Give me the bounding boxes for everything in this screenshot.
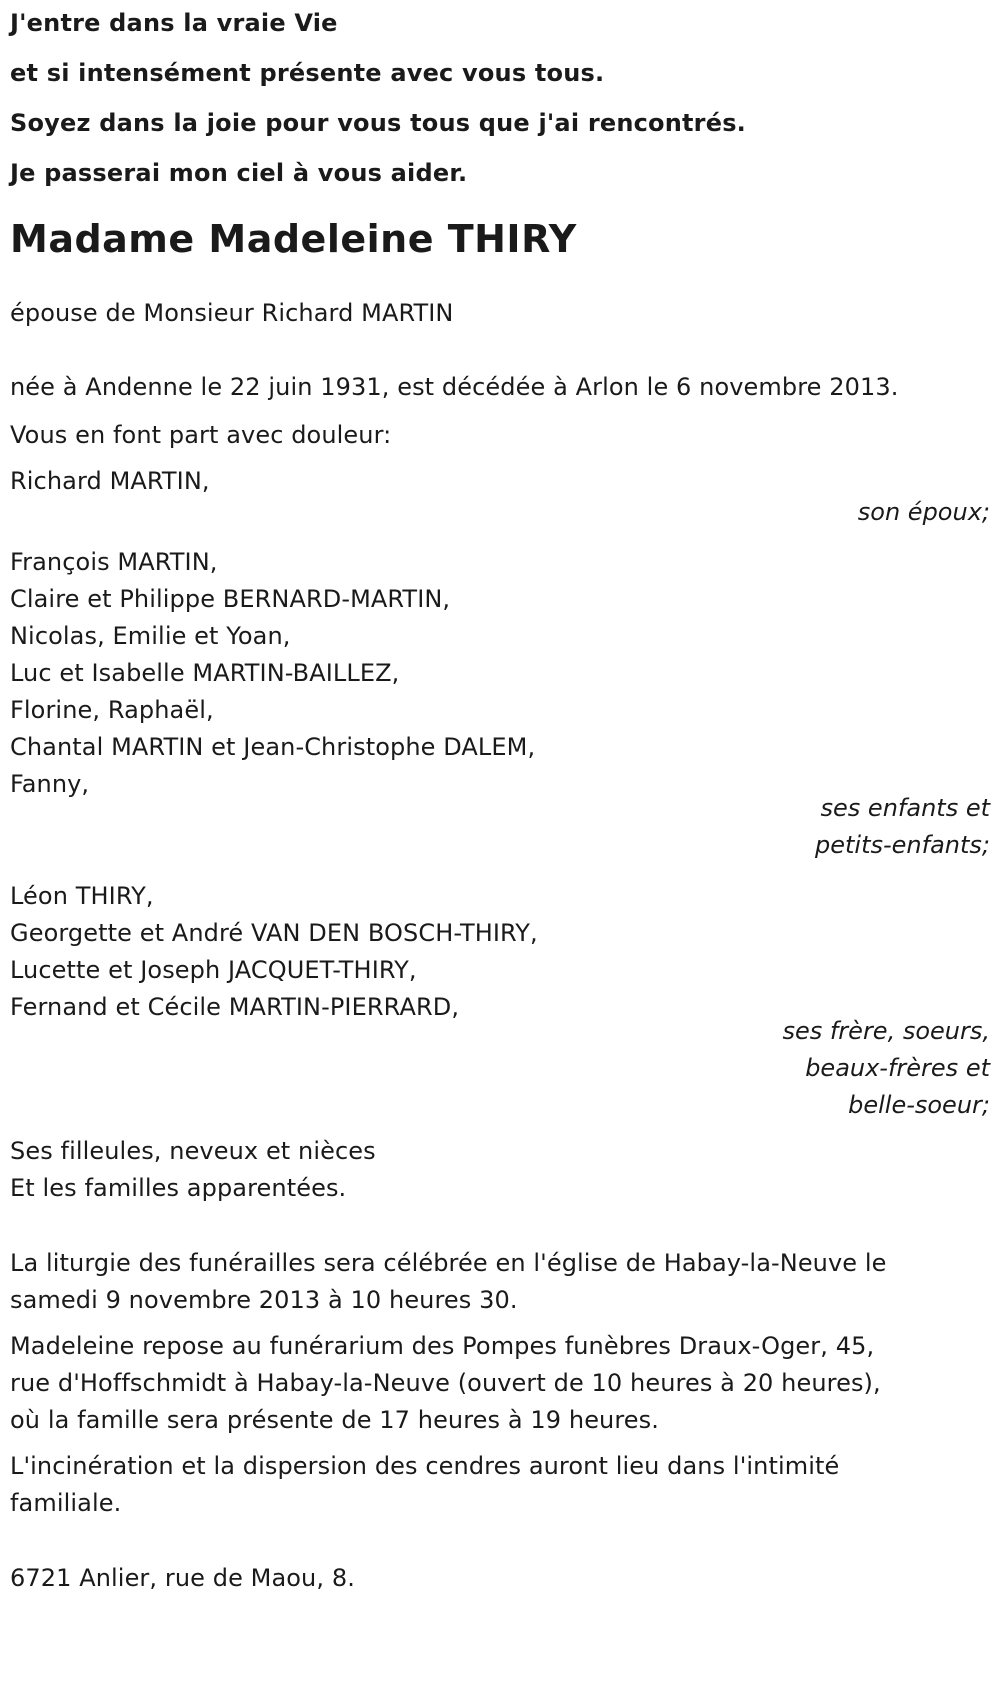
incineration-line: familiale. xyxy=(10,1489,122,1517)
family-name: Fernand et Cécile MARTIN-PIERRARD, xyxy=(10,993,460,1021)
deceased-name: Madame Madeleine THIRY xyxy=(10,217,577,261)
family-role: beaux-frères et xyxy=(805,1054,990,1082)
poem-line: et si intensément présente avec vous tous. xyxy=(10,59,605,87)
family-role: ses frère, soeurs, xyxy=(782,1017,990,1045)
family-role: son époux; xyxy=(857,498,990,526)
address-line: 6721 Anlier, rue de Maou, 8. xyxy=(10,1564,355,1592)
family-name: Georgette et André VAN DEN BOSCH-THIRY, xyxy=(10,919,538,947)
liturgy-line: samedi 9 novembre 2013 à 10 heures 30. xyxy=(10,1286,518,1314)
others-line: Et les familles apparentées. xyxy=(10,1174,347,1202)
others-line: Ses filleules, neveux et nièces xyxy=(10,1137,376,1165)
family-group-children xyxy=(10,542,990,798)
liturgy-line: La liturgie des funérailles sera célébrée en l'église de Habay-la-Neuve le xyxy=(10,1249,887,1277)
family-name: Florine, Raphaël, xyxy=(10,696,214,724)
family-role: belle-soeur; xyxy=(848,1091,990,1119)
birth-death-line: née à Andenne le 22 juin 1931, est décédée à Arlon le 6 novembre 2013. xyxy=(10,373,899,401)
poem-line: Je passerai mon ciel à vous aider. xyxy=(10,159,468,187)
obituary-notice xyxy=(10,0,990,1595)
incineration-line: L'incinération et la dispersion des cendres auront lieu dans l'intimité xyxy=(10,1452,840,1480)
family-name: Léon THIRY, xyxy=(10,882,154,910)
repose-line: rue d'Hoffschmidt à Habay-la-Neuve (ouvert de 10 heures à 20 heures), xyxy=(10,1369,881,1397)
family-name: Fanny, xyxy=(10,770,90,798)
poem-line: Soyez dans la joie pour vous tous que j'ai rencontrés. xyxy=(10,109,747,137)
family-group-siblings xyxy=(10,876,990,1021)
intro-line: Vous en font part avec douleur: xyxy=(10,421,392,449)
repose-line: Madeleine repose au funérarium des Pompes funèbres Draux-Oger, 45, xyxy=(10,1332,875,1360)
repose-line: où la famille sera présente de 17 heures à 19 heures. xyxy=(10,1406,660,1434)
poem xyxy=(10,6,990,206)
spouse-line: épouse de Monsieur Richard MARTIN xyxy=(10,299,454,327)
family-role: petits-enfants; xyxy=(815,831,990,859)
family-name: François MARTIN, xyxy=(10,548,218,576)
family-name: Richard MARTIN, xyxy=(10,467,210,495)
family-name: Nicolas, Emilie et Yoan, xyxy=(10,622,291,650)
family-name: Claire et Philippe BERNARD-MARTIN, xyxy=(10,585,451,613)
family-name: Chantal MARTIN et Jean-Christophe DALEM, xyxy=(10,733,536,761)
poem-line: J'entre dans la vraie Vie xyxy=(10,9,338,37)
family-name: Luc et Isabelle MARTIN-BAILLEZ, xyxy=(10,659,400,687)
family-role: ses enfants et xyxy=(820,794,990,822)
family-name: Lucette et Joseph JACQUET-THIRY, xyxy=(10,956,417,984)
